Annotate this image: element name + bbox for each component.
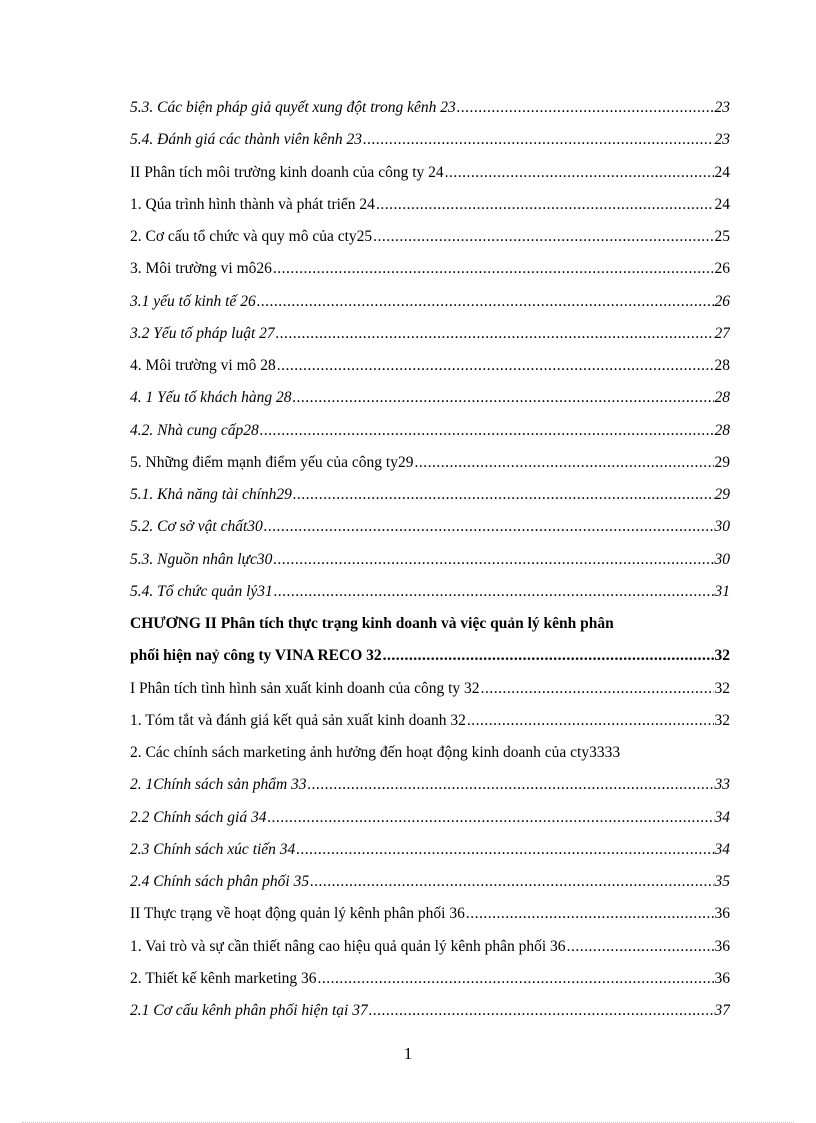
toc-entry-title: 5.2. Cơ sở vật chất30 (130, 518, 263, 536)
toc-entry-title: II Thực trạng về hoạt động quản lý kênh phân phối 36 (130, 905, 465, 923)
toc-entry (130, 415, 730, 447)
toc-entry (130, 963, 730, 995)
toc-entry (130, 576, 730, 608)
toc-entry-title: 1. Vai trò và sự cần thiết nâng cao hiệu quả quản lý kênh phân phối 36 (130, 937, 566, 955)
toc-entry (130, 802, 730, 834)
toc-entry (130, 253, 730, 285)
toc-entry-title: 5.4. Tổ chức quản lý31 (130, 582, 273, 600)
toc-dot-leader (567, 931, 714, 963)
toc-entry-title: 2.4 Chính sách phân phối 35 (130, 873, 310, 890)
toc-dot-leader (310, 866, 713, 898)
toc-dot-leader (466, 898, 714, 930)
toc-entry-title: 4. 1 Yếu tố khách hàng 28 (130, 389, 292, 407)
toc-dot-leader (481, 673, 714, 705)
toc-entry-page: 24 (714, 163, 730, 181)
toc-entry-page: 36 (714, 969, 730, 987)
toc-entry (130, 705, 730, 737)
toc-entry (130, 479, 730, 511)
toc-dot-leader (292, 382, 713, 414)
toc-entry-title: 5.1. Khả năng tài chính29 (130, 486, 292, 503)
toc-entry (130, 350, 730, 382)
toc-entry-page: 29 (714, 486, 730, 503)
toc-entry-title: 4.2. Nhà cung cấp28 (130, 421, 259, 439)
toc-entry-title: phối hiện naỷ công ty VINA RECO 32 (130, 647, 382, 665)
toc-dot-leader (363, 124, 713, 156)
toc-entry-page: 27 (714, 324, 730, 342)
toc-entry-title: 3.1 yếu tố kinh tế 26 (130, 292, 256, 310)
toc-entry-page: 37 (714, 1002, 730, 1019)
toc-entry-page: 28 (714, 389, 730, 407)
toc-entry (130, 447, 730, 479)
toc-entry-title: I Phân tích tình hình sản xuất kinh doanh của công ty 32 (130, 679, 480, 697)
toc-dot-leader (445, 157, 714, 189)
toc-entry-page: 28 (714, 421, 730, 439)
toc-dot-leader (308, 769, 714, 801)
toc-entry-title: 2. Cơ cấu tổ chức và quy mô của cty25 (130, 228, 373, 245)
toc-dot-leader (293, 479, 714, 511)
toc-dot-leader (268, 802, 714, 834)
toc-dot-leader (257, 286, 714, 318)
toc-dot-leader (318, 963, 714, 995)
toc-entry-title: 1. Tóm tắt và đánh giá kết quả sản xuất kinh doanh 32 (130, 711, 466, 729)
toc-dot-leader (260, 415, 714, 447)
toc-entry-page: 34 (714, 808, 730, 826)
toc-dot-leader (369, 995, 714, 1027)
page-number: 1 (403, 1044, 413, 1063)
toc-entry-title: 2. Các chính sách marketing ảnh hưởng đến hoạt động kinh doanh của cty3333 (130, 744, 621, 761)
toc-dot-leader (414, 447, 713, 479)
toc-entry-page: 23 (714, 99, 730, 116)
toc-entry-page: 26 (714, 260, 730, 278)
toc-dot-leader (467, 705, 714, 737)
toc-dot-leader (296, 834, 713, 866)
toc-dot-leader (264, 511, 714, 543)
toc-entry-page: 32 (714, 679, 730, 697)
toc-entry-page: 34 (714, 840, 730, 858)
toc-dot-leader (457, 92, 714, 124)
toc-entry (130, 608, 730, 640)
toc-entry (130, 157, 730, 189)
toc-entry-title: 2. 1Chính sách sản phẩm 33 (130, 776, 307, 794)
toc-dot-leader (376, 189, 714, 221)
toc-entry-title: 3. Môi trường vi mô26 (130, 260, 272, 278)
toc-entry (130, 286, 730, 318)
toc-entry (130, 382, 730, 414)
toc-entry-page: 32 (714, 711, 730, 729)
toc-entry-page: 26 (714, 292, 730, 310)
toc-entry (130, 898, 730, 930)
toc-entry-page: 36 (714, 905, 730, 923)
toc-entry (130, 124, 730, 156)
toc-entry-title: 2. Thiết kế kênh marketing 36 (130, 969, 317, 987)
toc-entry-title: 5.3. Các biện pháp giả quyết xung đột trong kênh 23 (130, 99, 456, 116)
toc-entry (130, 189, 730, 221)
toc-dot-leader (373, 221, 713, 253)
toc-entry-page: 24 (714, 195, 730, 213)
toc-entry-page: 35 (714, 873, 730, 890)
toc-entry (130, 640, 730, 672)
toc-dot-leader (273, 544, 713, 576)
toc-entry-page: 23 (714, 131, 730, 149)
toc-entry-page: 33 (714, 776, 730, 794)
toc-entry (130, 737, 730, 769)
toc-entry-title: II Phân tích môi trường kinh doanh của công ty 24 (130, 163, 444, 181)
toc-entry-page: 28 (714, 357, 730, 374)
toc-entry-title: CHƯƠNG II Phân tích thực trạng kinh doanh và việc quản lý kênh phân (130, 615, 614, 632)
toc-dot-leader (277, 350, 714, 382)
toc-entry (130, 673, 730, 705)
toc-dot-leader (383, 640, 714, 672)
toc-entry-title: 5. Những điểm mạnh điểm yếu của công ty29 (130, 453, 414, 471)
toc-entry (130, 318, 730, 350)
toc-entry-title: 2.2 Chính sách giá 34 (130, 808, 267, 826)
toc-entry-page: 30 (714, 518, 730, 536)
toc-entry (130, 511, 730, 543)
toc-entry (130, 544, 730, 576)
toc-entry (130, 834, 730, 866)
toc-entry-title: 5.4. Đánh giá các thành viên kênh 23 (130, 131, 363, 149)
toc-entry-page: 31 (714, 582, 730, 600)
toc-entry-page: 32 (714, 647, 730, 665)
toc-dot-leader (276, 318, 714, 350)
toc-entry-title: 4. Môi trường vi mô 28 (130, 357, 276, 374)
toc-dot-leader (273, 253, 714, 285)
table-of-contents (130, 92, 730, 1027)
toc-entry (130, 866, 730, 898)
toc-entry-title: 2.1 Cơ cấu kênh phân phối hiện tại 37 (130, 1002, 368, 1019)
toc-entry (130, 92, 730, 124)
toc-entry (130, 221, 730, 253)
toc-entry (130, 769, 730, 801)
toc-entry-title: 2.3 Chính sách xúc tiến 34 (130, 840, 296, 858)
toc-entry (130, 995, 730, 1027)
toc-entry-page: 30 (714, 550, 730, 568)
toc-entry-page: 25 (714, 228, 730, 245)
toc-entry-title: 1. Qúa trình hình thành và phát triển 24 (130, 195, 375, 213)
toc-entry-page: 29 (714, 453, 730, 471)
toc-entry-page: 36 (714, 937, 730, 955)
toc-entry-title: 3.2 Yếu tố pháp luật 27 (130, 324, 275, 342)
toc-dot-leader (274, 576, 714, 608)
toc-entry (130, 931, 730, 963)
toc-entry-title: 5.3. Nguồn nhân lực30 (130, 550, 273, 568)
